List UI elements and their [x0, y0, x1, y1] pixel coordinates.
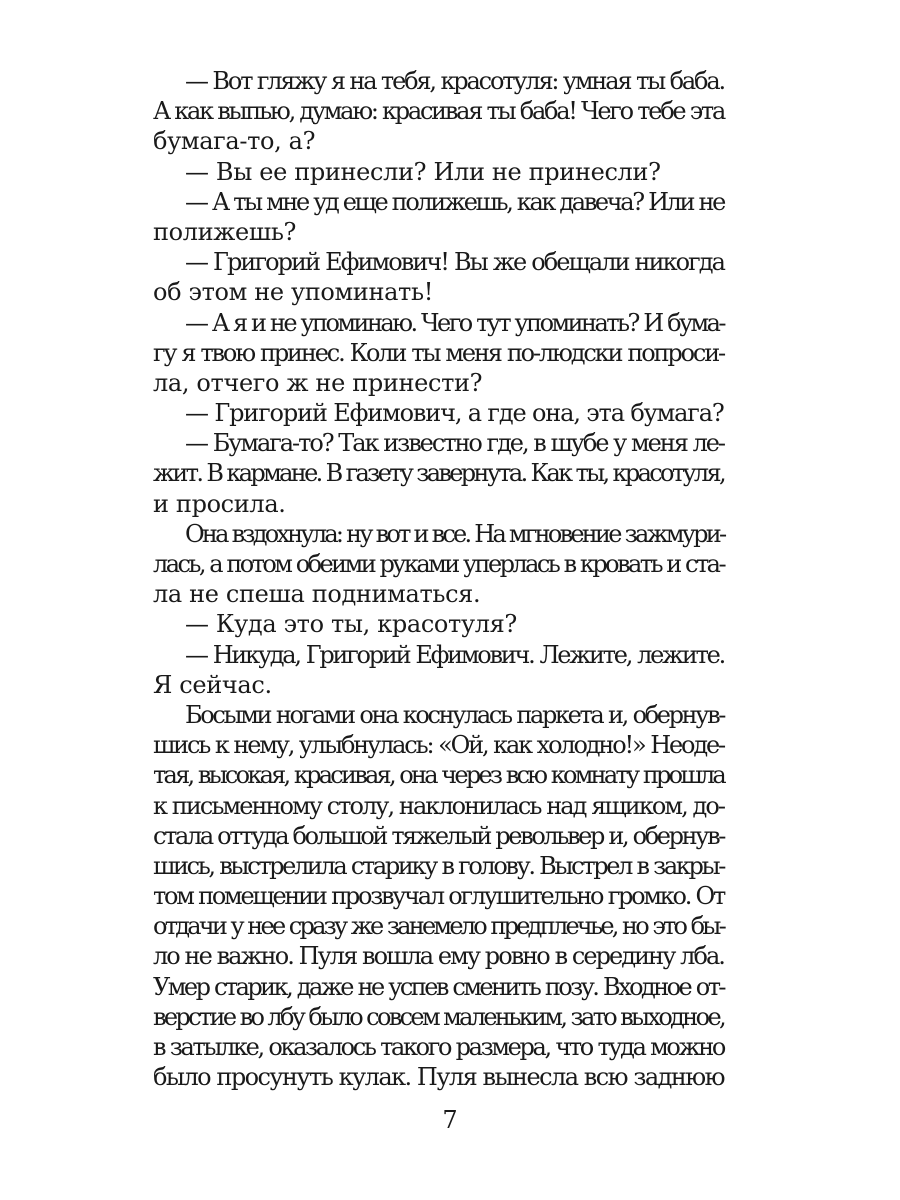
text-line: — Вот гляжу я на тебя, красотуля: умная ты баба. — [185, 67, 724, 95]
text-line: и просила. — [153, 489, 286, 518]
text-line: — Вы ее принесли? Или не принесли? — [185, 157, 661, 186]
text-line: Умер старик, даже не успев сменить позу. Входное от- — [153, 972, 724, 1001]
text-line: — Бумага-то? Так известно где, в шубе у меня ле- — [185, 429, 724, 458]
text-line: шись к нему, улыбнулась: «Ой, как холодно!» Неоде- — [153, 731, 724, 760]
text-line: стала оттуда большой тяжелый револьвер и, обернув- — [153, 821, 724, 850]
text-line: было просунуть кулак. Пуля вынесла всю заднюю — [153, 1063, 724, 1092]
text-line: — Григорий Ефимович, а где она, эта бумага? — [185, 399, 724, 428]
text-line: жит. В кармане. В газету завернута. Как ты, красотуля, — [153, 459, 724, 488]
text-line: в затылке, оказалось такого размера, что туда можно — [153, 1033, 724, 1061]
text-line: тая, высокая, красивая, она через всю комнату прошла — [153, 761, 724, 790]
text-line: — А я и не упоминаю. Чего тут упоминать? И бума- — [185, 308, 724, 337]
text-line: бумага-то, а? — [153, 127, 316, 156]
text-line: ла, отчего ж не принести? — [153, 368, 483, 397]
text-line: А как выпью, думаю: красивая ты баба! Чего тебе эта — [153, 97, 724, 126]
text-line: полижешь? — [153, 217, 297, 246]
text-line: — Никуда, Григорий Ефимович. Лежите, лежите. — [185, 640, 724, 669]
text-line: лась, а потом обеими руками уперлась в кровать и ста- — [153, 550, 724, 578]
text-line: Босыми ногами она коснулась паркета и, обернув- — [185, 700, 724, 729]
text-line: Я сейчас. — [153, 670, 272, 699]
text-line: гу я твою принес. Коли ты меня по-людски попроси- — [153, 338, 724, 367]
body-text — [153, 66, 724, 1092]
text-line: — Куда это ты, красотуля? — [185, 610, 517, 639]
text-line: ло не важно. Пуля вошла ему ровно в середину лба. — [153, 942, 724, 971]
text-line: к письменному столу, наклонилась над ящиком, до- — [153, 791, 724, 820]
text-line: отдачи у нее сразу же занемело предплечье, но это бы- — [153, 912, 724, 941]
page-number: 7 — [442, 1106, 458, 1134]
text-line: шись, выстрелила старику в голову. Выстрел в закры- — [153, 851, 724, 880]
text-line: — Григорий Ефимович! Вы же обещали никогда — [185, 248, 724, 277]
text-line: том помещении прозвучал оглушительно громко. От — [153, 882, 724, 911]
text-line: верстие во лбу было совсем маленьким, зато выходное, — [153, 1002, 724, 1031]
text-line: Она вздохнула: ну вот и все. На мгновение зажмури- — [185, 519, 725, 548]
text-line: ла не спеша подниматься. — [153, 580, 481, 609]
text-line: об этом не упоминать! — [153, 278, 433, 307]
text-line: — А ты мне уд еще полижешь, как давеча? Или не — [185, 187, 724, 216]
